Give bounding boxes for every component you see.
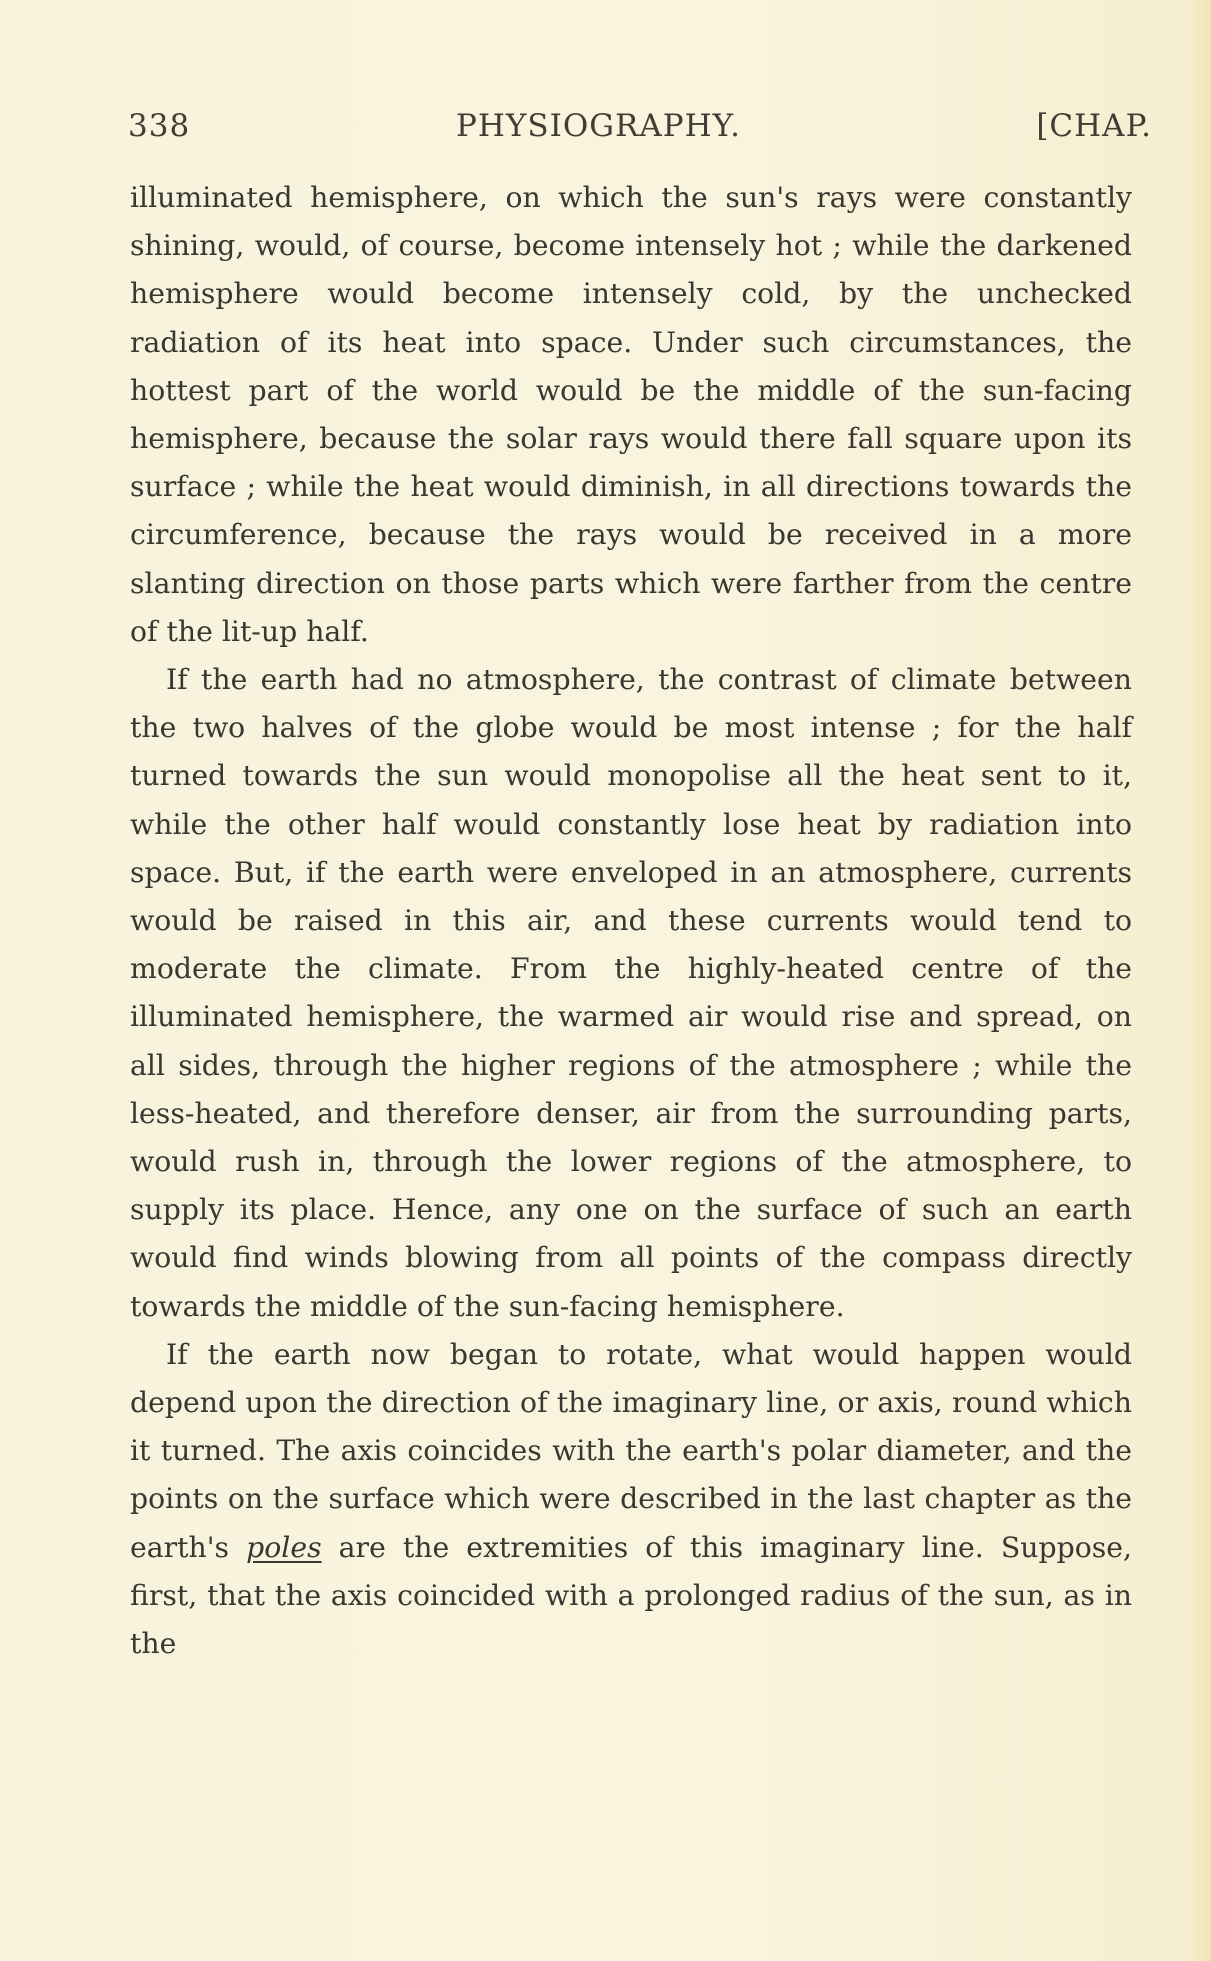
paragraph-3 xyxy=(130,1331,1132,1668)
page-header xyxy=(128,103,1152,149)
page-number: 338 xyxy=(128,108,191,144)
chapter-label: [CHAP. xyxy=(1036,108,1152,144)
paragraph-3-text-after: are the extremities of this imaginary line. Suppose, first, that the axis coincided with a prolonged radius of the sun, as in the xyxy=(130,1530,1132,1661)
running-head: PHYSIOGRAPHY. xyxy=(456,108,741,144)
body-text xyxy=(130,174,1132,1668)
page-edge-shading xyxy=(1189,0,1211,1961)
poles-emphasis: poles xyxy=(246,1530,322,1564)
paragraph-3-text-before: If the earth now began to rotate, what would happen would depend upon the direction of the imaginary line, or axis, round which it turned. The axis coincides with the earth's polar diameter, and the points on the surface which were described in the last chapter as the earth's xyxy=(130,1337,1132,1564)
paragraph-2: If the earth had no atmosphere, the contrast of climate between the two halves of the globe would be most intense ; for the half turned towards the sun would monopolise all the heat sent to it, while the other half would constantly lose heat by radiation into space. But, if the earth were enveloped in an atmosphere, currents would be raised in this air, and these currents would tend to moderate the climate. From the highly-heated centre of the illuminated hemisphere, the warmed air would rise and spread, on all sides, through the higher regions of the atmosphere ; while the less-heated, and therefore denser, air from the surrounding parts, would rush in, through the lower regions of the atmosphere, to supply its place. Hence, any one on the surface of such an earth would find winds blowing from all points of the compass directly towards the middle of the sun-facing hemisphere. xyxy=(130,663,1132,1323)
paragraph-1: illuminated hemisphere, on which the sun's rays were constantly shining, would, of course, become intensely hot ; while the darkened hemisphere would become intensely cold, by the unchecked radiation of its heat into space. Under such circumstances, the hottest part of the world would be the middle of the sun-facing hemisphere, because the solar rays would there fall square upon its surface ; while the heat would diminish, in all directions towards the circumference, because the rays would be received in a more slanting direction on those parts which were farther from the centre of the lit-up half. xyxy=(130,181,1132,648)
